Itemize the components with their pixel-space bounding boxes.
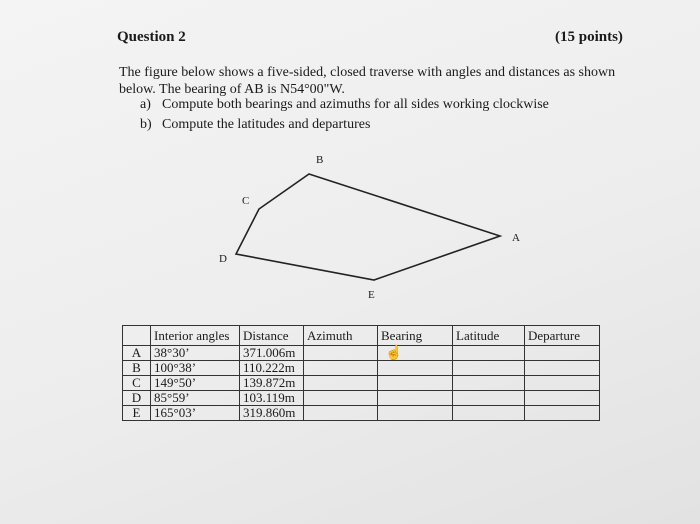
bearing-cell[interactable] <box>378 376 453 391</box>
departure-cell[interactable] <box>525 361 600 376</box>
latitude-cell[interactable] <box>453 406 525 421</box>
vertex-label-e: E <box>368 289 375 301</box>
traverse-table <box>122 325 600 421</box>
distance-cell: 110.222m <box>240 361 304 376</box>
header-point <box>123 326 151 346</box>
azimuth-cell[interactable] <box>304 376 378 391</box>
azimuth-cell[interactable] <box>304 406 378 421</box>
header-departure: Departure <box>525 326 600 346</box>
task-item-text: Compute both bearings and azimuths for all sides working clockwise <box>162 97 549 112</box>
distance-cell: 319.860m <box>240 406 304 421</box>
point-cell: E <box>123 406 151 421</box>
table-row <box>123 391 600 406</box>
departure-cell[interactable] <box>525 406 600 421</box>
bearing-cell[interactable] <box>378 361 453 376</box>
point-cell: D <box>123 391 151 406</box>
table-row <box>123 346 600 361</box>
departure-cell[interactable] <box>525 346 600 361</box>
question-intro: The figure below shows a five-sided, closed traverse with angles and distances as shown below. The bearing of AB is N54°00"W. <box>119 65 616 97</box>
point-cell: C <box>123 376 151 391</box>
table-header-row <box>123 326 600 346</box>
table-row <box>123 361 600 376</box>
header-latitude: Latitude <box>453 326 525 346</box>
azimuth-cell[interactable] <box>304 391 378 406</box>
table-row <box>123 406 600 421</box>
question-points: (15 points) <box>555 29 623 45</box>
task-item-label: b) <box>140 117 152 132</box>
header-interior-angles: Interior angles <box>151 326 240 346</box>
latitude-cell[interactable] <box>453 376 525 391</box>
bearing-cell[interactable] <box>378 406 453 421</box>
angle-cell: 100°38’ <box>151 361 240 376</box>
point-cell: A <box>123 346 151 361</box>
header-bearing: Bearing <box>378 326 453 346</box>
distance-cell: 139.872m <box>240 376 304 391</box>
task-item-label: a) <box>140 97 151 112</box>
distance-cell: 103.119m <box>240 391 304 406</box>
azimuth-cell[interactable] <box>304 346 378 361</box>
latitude-cell[interactable] <box>453 391 525 406</box>
azimuth-cell[interactable] <box>304 361 378 376</box>
task-item-text: Compute the latitudes and departures <box>162 117 371 132</box>
vertex-label-d: D <box>219 253 227 265</box>
vertex-label-c: C <box>242 195 250 207</box>
hand-cursor-icon: ☝ <box>385 346 403 361</box>
angle-cell: 85°59’ <box>151 391 240 406</box>
angle-cell: 149°50’ <box>151 376 240 391</box>
point-cell: B <box>123 361 151 376</box>
angle-cell: 165°03’ <box>151 406 240 421</box>
traverse-polygon <box>236 174 500 280</box>
distance-cell: 371.006m <box>240 346 304 361</box>
table-row <box>123 376 600 391</box>
angle-cell: 38°30’ <box>151 346 240 361</box>
header-azimuth: Azimuth <box>304 326 378 346</box>
header-distance: Distance <box>240 326 304 346</box>
vertex-label-a: A <box>512 232 520 244</box>
question-title: Question 2 <box>117 29 186 45</box>
latitude-cell[interactable] <box>453 361 525 376</box>
vertex-label-b: B <box>316 154 324 166</box>
departure-cell[interactable] <box>525 376 600 391</box>
departure-cell[interactable] <box>525 391 600 406</box>
bearing-cell[interactable] <box>378 391 453 406</box>
latitude-cell[interactable] <box>453 346 525 361</box>
